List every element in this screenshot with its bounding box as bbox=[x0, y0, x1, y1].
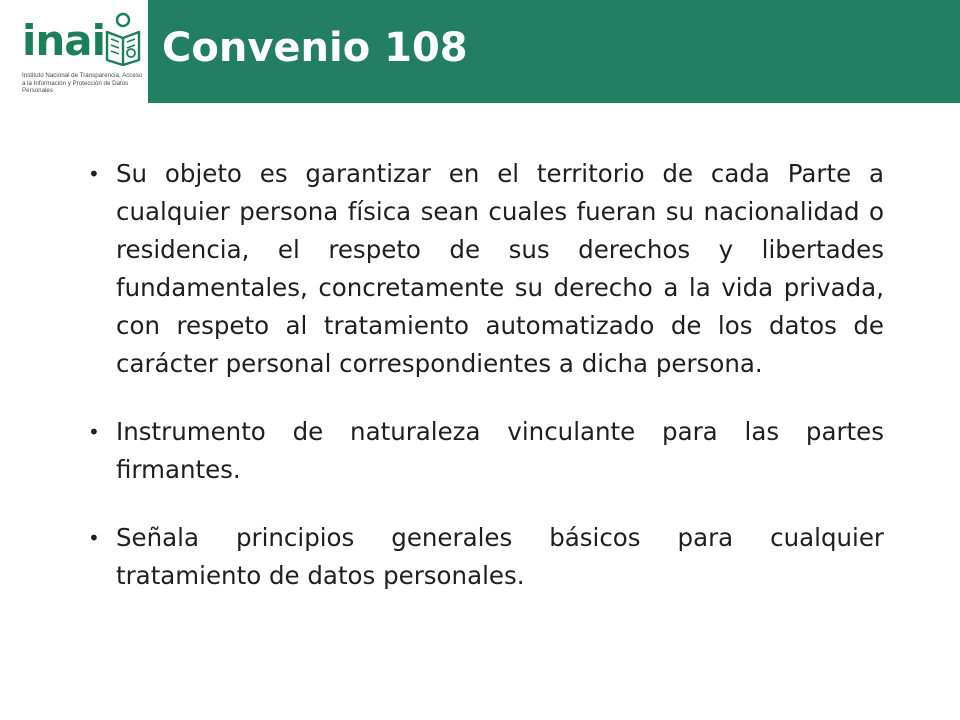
bullet-marker: • bbox=[88, 420, 100, 444]
logo-wordmark: inai bbox=[22, 16, 106, 65]
bullet-text: Instrumento de naturaleza vinculante para las partes firmantes. bbox=[116, 417, 884, 484]
title-bar bbox=[148, 0, 960, 103]
bullet-marker: • bbox=[88, 162, 100, 186]
bullet-item bbox=[84, 155, 884, 383]
slide-title: Convenio 108 bbox=[162, 25, 468, 71]
bullet-list bbox=[84, 155, 884, 625]
book-person-icon bbox=[104, 12, 142, 66]
bullet-marker: • bbox=[88, 526, 100, 550]
bullet-text: Señala principios generales básicos para cualquier tratamiento de datos personales. bbox=[116, 523, 884, 590]
inai-logo bbox=[0, 0, 148, 103]
bullet-text: Su objeto es garantizar en el territorio de cada Parte a cualquier persona física sean cuales fueran su nacionalidad o residencia, el respeto de sus derechos y libertades fundamentales, concretamente su derecho a la vida privada, con respeto al tratamiento automatizado de los datos de carácter personal correspondientes a dicha persona. bbox=[116, 159, 884, 378]
bullet-item bbox=[84, 413, 884, 489]
logo-subtitle: Instituto Nacional de Transparencia, Acceso a la Información y Protección de Datos Personales bbox=[22, 72, 143, 94]
bullet-item bbox=[84, 519, 884, 595]
